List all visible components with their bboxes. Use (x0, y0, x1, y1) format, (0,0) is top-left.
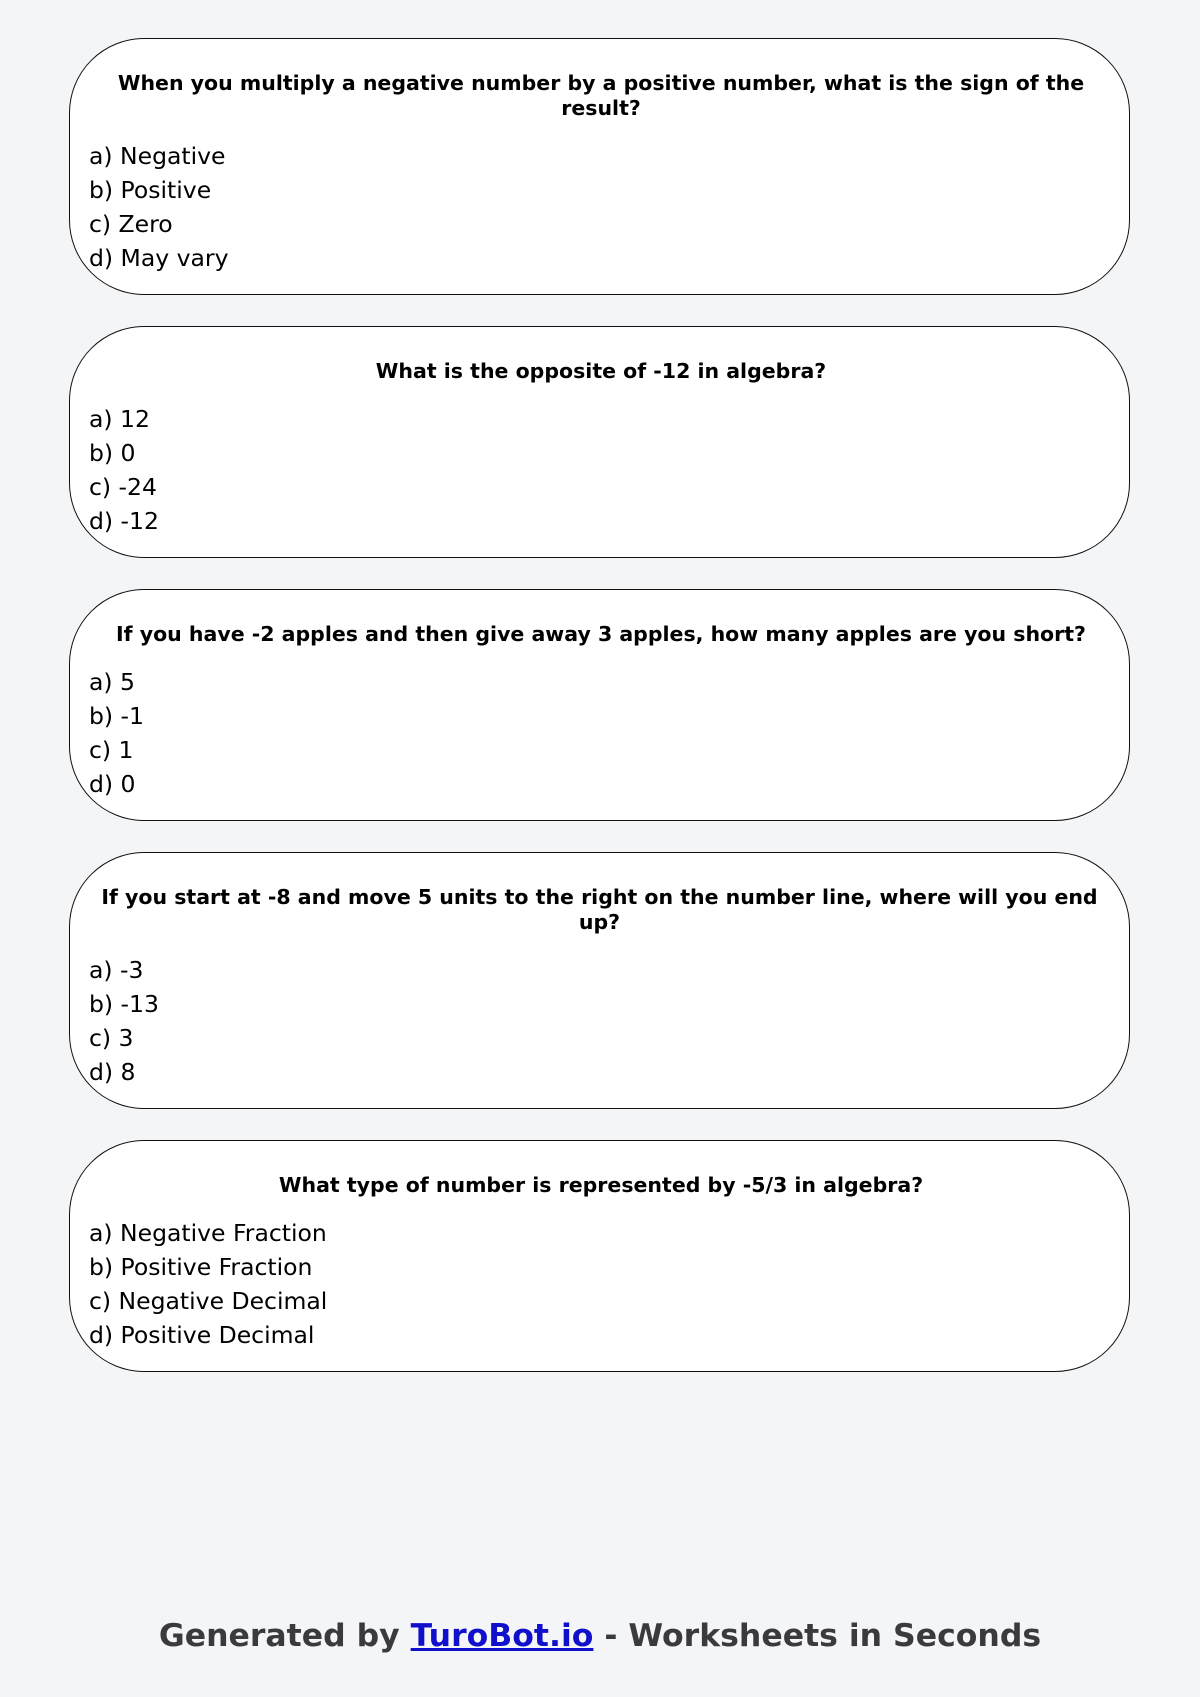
answer-option: a) Negative (89, 142, 226, 170)
question-text: If you have -2 apples and then give away 3 apples, how many apples are you short? (116, 622, 1086, 646)
answer-option: b) -13 (89, 990, 159, 1018)
question-text: What is the opposite of -12 in algebra? (375, 359, 827, 383)
answer-option: b) Positive Fraction (89, 1253, 313, 1281)
footer (0, 1616, 1200, 1656)
answer-option: c) 3 (89, 1024, 134, 1052)
answer-option: b) -1 (89, 702, 144, 730)
footer-prefix: Generated by (158, 1618, 411, 1654)
answer-option: c) Zero (89, 210, 173, 238)
turobot-link[interactable]: TuroBot.io (410, 1618, 594, 1654)
answer-option: a) 12 (89, 405, 150, 433)
answer-option: a) -3 (89, 956, 144, 984)
question-card (69, 38, 1130, 295)
answer-option: c) -24 (89, 473, 157, 501)
answer-option: d) May vary (89, 244, 229, 272)
answer-option: b) 0 (89, 439, 136, 467)
answer-option: d) 0 (89, 770, 136, 798)
question-card (69, 1140, 1130, 1372)
answer-option: c) Negative Decimal (89, 1287, 328, 1315)
answer-option: c) 1 (89, 736, 134, 764)
question-text: When you multiply a negative number by a positive number, what is the sign of the result? (117, 71, 1085, 120)
answer-option: d) Positive Decimal (89, 1321, 315, 1349)
question-card (69, 326, 1130, 558)
question-text: If you start at -8 and move 5 units to the right on the number line, where will you end up? (101, 885, 1098, 934)
footer-suffix: - Worksheets in Seconds (593, 1618, 1042, 1654)
question-card (69, 589, 1130, 821)
answer-option: b) Positive (89, 176, 212, 204)
answer-option: a) 5 (89, 668, 135, 696)
answer-option: d) 8 (89, 1058, 136, 1086)
answer-option: a) Negative Fraction (89, 1219, 327, 1247)
question-card (69, 852, 1130, 1109)
question-text: What type of number is represented by -5/3 in algebra? (278, 1173, 924, 1197)
answer-option: d) -12 (89, 507, 159, 535)
